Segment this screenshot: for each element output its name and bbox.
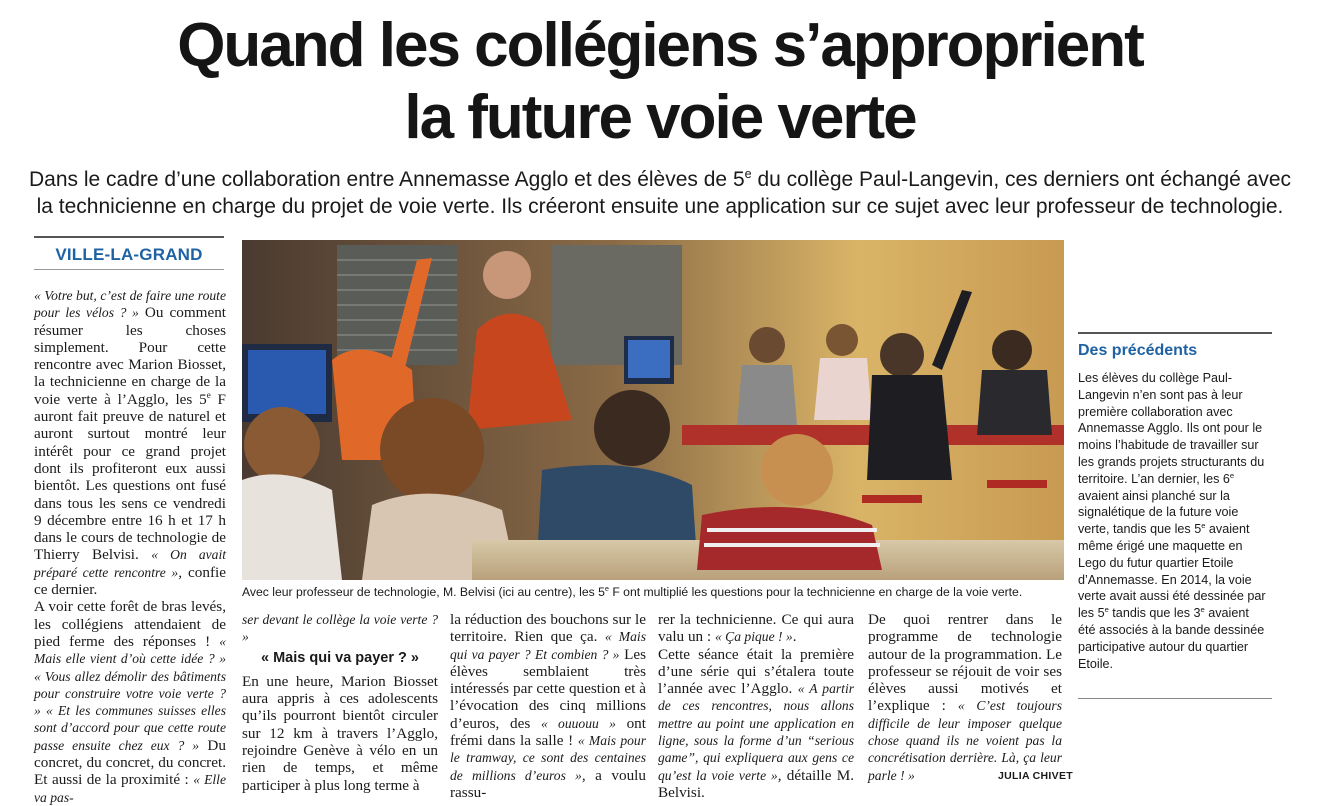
location-label: VILLE-LA-GRAND [55, 245, 203, 264]
col1-text-3: , confie ce dernier. [34, 563, 226, 599]
col1-text-1: Ou comment résumer les choses simplement. Pour cette rencontre avec Marion Biosset, la technicienne en charge de la voie verte à l’Agglo, les 5 [34, 304, 227, 408]
caption-text-2: F ont multiplié les questions pour la technicienne en charge de la voie verte. [608, 585, 1023, 599]
col5-quote-1: « C’est toujours difficile de leur imposer quelque chose quand ils ne voient pas la concrétisation derrière. Là, ça leur parle ! » [868, 698, 1062, 783]
photo-caption [242, 585, 1072, 599]
col3-text-2: Les élèves semblaient très intéressés par cette question et à l’évocation des cinq millions d’euros, des [450, 645, 646, 732]
col2-text: En une heure, Marion Biosset aura appris à ces adolescents qu’ils pourront bientôt circuler sur 12 km à travers l’Agglo, rejoindre Genève à vélo en un rien de temps, et même participer à plus long terme à [242, 672, 438, 794]
col1-paragraph-2: A voir cette forêt de bras levés, les collégiens attendaient de pied ferme des réponses ! [34, 598, 226, 650]
col1-superscript: e [206, 389, 211, 400]
col4-text-2: . [792, 628, 797, 646]
sidebar-title: Des précédents [1078, 342, 1198, 359]
col3-quote-3: « Mais pour le tramway, ce sont des centaines de millions d’euros » [450, 733, 646, 783]
article-column-3 [450, 611, 646, 801]
sidebar-text-2: avaient ainsi planché sur la signalétique de la future voie verte, tandis que les 5 [1078, 488, 1239, 537]
sidebar-text-5: avaient été associés à la bande dessinée participative autour du quartier Etoile. [1078, 606, 1265, 671]
caption-text-1: Avec leur professeur de technologie, M. Belvisi (ici au centre), les 5 [242, 585, 605, 599]
col3-text-3: ont frémi dans la salle ! [450, 714, 646, 750]
article-column-4 [658, 611, 854, 801]
headline-line-1: Quand les collégiens s’approprient [177, 11, 1143, 80]
col4-text-1: rer la technicienne. Ce qui aura valu un : [658, 611, 854, 646]
author-byline: JULIA CHIVET [998, 770, 1073, 782]
headline-line-2: la future voie verte [404, 83, 916, 152]
col4-quote-1: « Ça pique ! » [714, 629, 793, 645]
article-column-2 [242, 611, 438, 794]
article-column-1 [34, 287, 226, 806]
col1-quote-1: « Votre but, c’est de faire une route pour les vélos ? » [34, 288, 226, 321]
sidebar-sup-3: e [1104, 604, 1109, 614]
col1-text-4: Du concret, du concret, du concret. Et aussi de la proximité : [34, 736, 226, 789]
col3-quote-2: « ouuouu » [540, 715, 616, 731]
lead-text-2: du collège Paul-Langevin, ces derniers ont échangé avec la technicienne en charge du projet de voie verte. Ils créeront ensuite une application sur ce sujet avec leur professeur de technologie. [36, 168, 1291, 218]
lead-paragraph [20, 166, 1300, 220]
col1-quote-3: « Mais elle vient d’où cette idée ? » « Vous allez démolir des bâtiments pour construire votre voie verte ? » « Et les communes suisses elles sont d’accord pour que cette route passe ensuite chez eux ? » [34, 633, 226, 753]
col3-text-4: , a voulu rassu- [450, 766, 646, 801]
col4-quote-2: « A partir de ces rencontres, nous allons mettre au point une application en ligne, sous la forme d’un “serious game”, qui expliquera aux gens ce qu’est la voie verte » [658, 681, 855, 783]
caption-superscript: e [604, 583, 609, 593]
col3-quote-1: « Mais qui va payer ? Et combien ? » [450, 629, 646, 662]
col3-text-1: la réduction des bouchons sur le territoire. Rien que ça. [450, 611, 646, 646]
col5-text-1: De quoi rentrer dans le programme de technologie autour de la programmation. Le professeur se réjouit de voir ses élèves aussi motivés et l’explique : [868, 611, 1062, 715]
col2-quote-continued: ser devant le collège la voie verte ? » [242, 612, 438, 645]
sidebar-sup-2: e [1201, 520, 1206, 530]
col4-text-3: Cette séance était la première d’une série qui s’étalera toute l’année avec l’Agglo. [658, 645, 854, 698]
sidebar-text-4: tandis que les 3 [1108, 606, 1201, 621]
location-bottom-rule [34, 269, 224, 270]
sidebar-bottom-rule [1078, 698, 1272, 699]
col1-text-2: F auront fait preuve de naturel et auront surtout montré leur intérêt pour ce grand projet dont ils profiteront eux aussi bientôt. Les questions ont fusé dans tous les sens ce vendredi 9 décembre entre 16 h et 17 h dans le cours de technologie de Thierry Belvisi. [34, 390, 227, 564]
sidebar-sup-1: e [1229, 470, 1235, 480]
classroom-photo-illustration [242, 240, 1064, 580]
sidebar-sup-4: e [1200, 604, 1205, 614]
sidebar-text [1078, 370, 1266, 672]
classroom-photo [242, 240, 1064, 580]
sidebar-text-1: Les élèves du collège Paul-Langevin n’en sont pas à leur première collaboration avec Annemasse Agglo. Ils ont pour le moins l’habitude de travailler sur les grands projets structurants du territoire. L’an dernier, les 6 [1078, 371, 1265, 486]
col1-quote-4: « Elle va pas- [34, 772, 226, 805]
col4-text-4: , détaille M. Belvisi. [658, 766, 854, 801]
lead-text-1: Dans le cadre d’une collaboration entre Annemasse Agglo et des élèves de 5 [28, 168, 745, 191]
location-top-rule [34, 236, 224, 238]
section-subhead: « Mais qui va payer ? » [261, 649, 419, 666]
article-column-5 [868, 611, 1062, 784]
col1-quote-2: « On avait préparé cette rencontre » [34, 547, 227, 580]
sidebar-top-rule [1078, 332, 1272, 334]
sidebar-text-3: avaient même érigé une maquette en Lego du futur quartier Etoile d’Annemasse. En 2014, la voie verte avait aussi été dessinée par les 5 [1078, 522, 1266, 621]
lead-superscript: e [744, 167, 752, 181]
